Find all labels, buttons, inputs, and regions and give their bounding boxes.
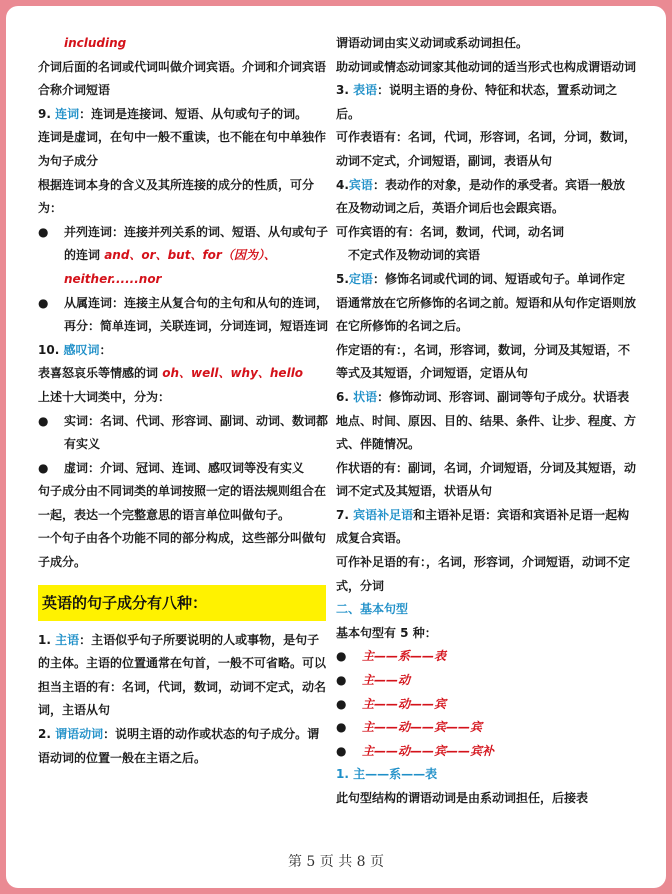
predicate-entry: 2. 谓语动词：说明主语的动作或状态的句子成分。谓语动词的位置一般在主语之后。 — [38, 727, 320, 765]
text-line: 表喜怒哀乐等情感的词 oh、well、why、hello — [38, 366, 304, 381]
right-column — [336, 32, 636, 811]
text-line: 可作补足语的有：，名词，形容词，介词短语，动词不定式，分词 — [336, 555, 631, 593]
text-line: 助动词或情态动词家其他动词的适当形式也构成谓语动词 — [336, 59, 637, 74]
bullet-icon: ● — [336, 673, 347, 688]
text-line: 作状语的有：副词，名词，介词短语，分词及其短语，动词不定式及其短语，状语从句 — [336, 460, 637, 499]
predicative-entry: 3. 表语：说明主语的身份、特征和状态，置系动词之后。 — [336, 83, 618, 121]
text-line: 根据连词本身的含义及其所连接的成分的性质，可分为： — [38, 177, 315, 216]
bullet-icon: ● — [336, 696, 347, 711]
subject-term: 主语 — [55, 632, 80, 647]
text-line: 上述十大词类中，分为： — [38, 389, 171, 404]
pattern-item: ● 主——动 — [336, 669, 636, 693]
page-number: 第 5 页 共 8 页 — [287, 854, 385, 870]
text-line: 可作宾语的有：名词，数词，代词，动名词 — [336, 224, 565, 239]
complement-term: 宾语补足语 — [353, 507, 414, 522]
text-line: 不定式作及物动词的宾语 — [348, 248, 481, 263]
bullet-icon: ● — [38, 295, 49, 310]
bullet-icon: ● — [336, 743, 347, 758]
subject-entry: 1. 主语：主语似乎句子所要说明的人或事物，是句子的主体。主语的位置通常在句首，一般不可省略。可以担当主语的有：名词，代词，数词，动词不定式，动名词，主语从句 — [38, 632, 327, 718]
bullet-icon: ● — [38, 413, 49, 428]
object-entry: 4.宾语：表动作的对象，是动作的承受者。宾语一般放在及物动词之后，英语介词后也会跟宾语。 — [336, 177, 625, 216]
document-page — [6, 6, 666, 888]
text-line: 作定语的有：，名词，形容词，数词，分词及其短语，不等式及其短语，介词短语，定语从句 — [336, 342, 631, 381]
predicate-term: 谓语动词 — [55, 727, 104, 742]
list-item: ● 虚词：介词、冠词、连词、感叹词等没有实义 — [38, 457, 330, 481]
text-line: 连词是虚词，在句中一般不重读，也不能在句中单独作为句子成分 — [38, 130, 327, 168]
interjection-term: 感叹词 — [63, 342, 100, 357]
section-heading: 英语的句子成分有八种： — [38, 585, 326, 621]
list-item: ● 并列连词：连接并列关系的词、短语、从句或句子的连词 and、or、but、for（因为）、neither......nor — [38, 221, 330, 292]
interjection-entry: 10. 感叹词： — [38, 342, 112, 357]
attribute-term: 定语 — [348, 271, 373, 286]
list-item: ● 实词：名词、代词、形容词、副词、动词、数词都有实义 — [38, 410, 330, 457]
text-line: 此句型结构的谓语动词是由系动词担任，后接表 — [336, 791, 589, 805]
text-line: 一个句子由各个功能不同的部分构成，这些部分叫做句子成分。 — [38, 531, 327, 570]
bullet-icon: ● — [38, 224, 49, 239]
text-line: 句子成分由不同词类的单词按照一定的语法规则组合在一起，表达一个完整意思的语言单位叫做句子。 — [38, 484, 327, 522]
bullet-icon: ● — [38, 460, 49, 475]
text-line: 基本句型有 5 种： — [336, 625, 437, 640]
pattern-title: 1. 主——系——表 — [336, 767, 438, 782]
pattern-item: ● 主——系——表 — [336, 645, 636, 669]
bullet-icon: ● — [336, 649, 347, 664]
complement-entry: 7. 宾语补足语和主语补足语：宾语和宾语补足语一起构成复合宾语。 — [336, 507, 630, 546]
text-line: 谓语动词由实义动词或系动词担任。 — [336, 36, 529, 50]
list-item: ● 从属连词：连接主从复合句的主句和从句的连词，再分：简单连词，关联连词，分词连词，短语连词 — [38, 292, 330, 339]
text-line: including — [64, 36, 127, 50]
conjunction-entry: 9. 连词：连词是连接词、短语、从句或句子的词。 — [38, 106, 308, 121]
pattern-item: ● 主——动——宾——宾 — [336, 716, 636, 740]
text-line: 可作表语有：名词，代词，形容词，名词，分词，数词，动词不定式，介词短语，副词，表语从句 — [336, 130, 637, 168]
attribute-entry: 5.定语：修饰名词或代词的词、短语或句子。单词作定语通常放在它所修饰的名词之前。短语和从句作定语则放在它所修饰的名词之后。 — [336, 271, 637, 334]
predicative-term: 表语 — [353, 83, 378, 98]
pattern-item: ● 主——动——宾——宾补 — [336, 740, 636, 764]
object-term: 宾语 — [348, 177, 373, 192]
adverbial-term: 状语 — [353, 389, 378, 404]
adverbial-entry: 6. 状语：修饰动词、形容词、副词等句子成分。状语表地点、时间、原因、目的、结果、条件、让步、程度、方式、伴随情况。 — [336, 389, 637, 452]
section-subtitle: 二、基本句型 — [336, 602, 409, 617]
conjunction-term: 连词 — [55, 106, 80, 121]
bullet-icon: ● — [336, 720, 347, 735]
text-line: 介词后面的名词或代词叫做介词宾语。介词和介词宾语合称介词短语 — [38, 59, 327, 98]
left-column — [38, 32, 330, 770]
pattern-item: ● 主——动——宾 — [336, 693, 636, 717]
